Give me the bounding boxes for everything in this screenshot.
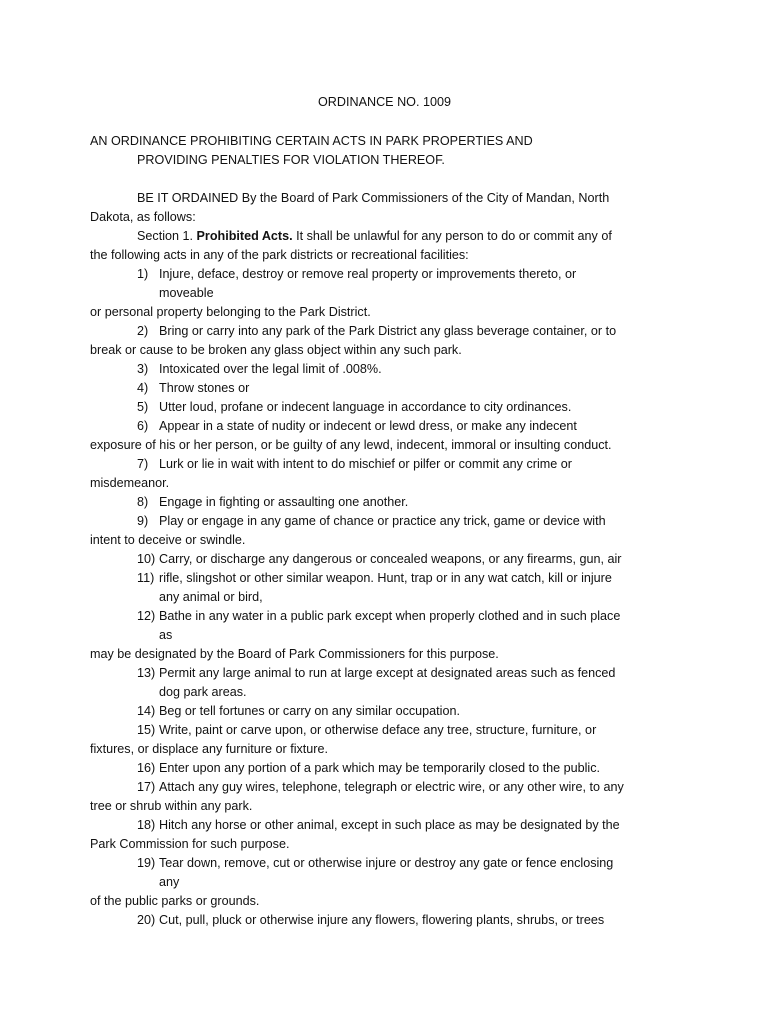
section-1-continuation: the following acts in any of the park districts or recreational facilities: (90, 248, 469, 262)
list-item-text: dog park areas. (159, 685, 247, 699)
list-item-text: Beg or tell fortunes or carry on any similar occupation. (159, 704, 460, 718)
list-item-number: 14) (137, 704, 156, 718)
ordained-line-2: Dakota, as follows: (90, 210, 196, 224)
list-item-number: 3) (137, 362, 149, 376)
list-item-number: 4) (137, 381, 149, 395)
list-item-text: any (159, 875, 180, 889)
list-item-number: 10) (137, 552, 156, 566)
list-item-text: Cut, pull, pluck or otherwise injure any flowers, flowering plants, shrubs, or trees (159, 913, 605, 927)
list-item-text: exposure of his or her person, or be guilty of any lewd, indecent, immoral or insulting conduct. (90, 438, 612, 452)
list-item-number: 16) (137, 761, 156, 775)
list-item-text: Bathe in any water in a public park except when properly clothed and in such place (159, 609, 621, 623)
list-item-number: 6) (137, 419, 149, 433)
ordained-line-1: BE IT ORDAINED By the Board of Park Commissioners of the City of Mandan, North (137, 191, 610, 205)
list-item-number: 19) (137, 856, 156, 870)
list-item-text: Play or engage in any game of chance or practice any trick, game or device with (159, 514, 606, 528)
list-item-number: 8) (137, 495, 149, 509)
list-item-number: 18) (137, 818, 156, 832)
list-item-text: break or cause to be broken any glass object within any such park. (90, 343, 462, 357)
list-item-number: 1) (137, 267, 149, 281)
list-item-number: 20) (137, 913, 156, 927)
heading-line-2: PROVIDING PENALTIES FOR VIOLATION THEREOF. (137, 153, 445, 167)
list-item-text: Engage in fighting or assaulting one another. (159, 495, 409, 509)
heading-line-1: AN ORDINANCE PROHIBITING CERTAIN ACTS IN PARK PROPERTIES AND (90, 134, 533, 148)
section-1-line (137, 227, 612, 246)
list-item-number: 11) (137, 571, 155, 585)
section-1-heading: Prohibited Acts. (196, 229, 293, 243)
list-item-text: any animal or bird, (159, 590, 263, 604)
section-1-text: It shall be unlawful for any person to do or commit any of (296, 229, 612, 243)
list-item-text: Lurk or lie in wait with intent to do mischief or pilfer or commit any crime or (159, 457, 572, 471)
list-item-text: moveable (159, 286, 214, 300)
list-item-text: rifle, slingshot or other similar weapon. Hunt, trap or in any wat catch, kill or injure (159, 571, 612, 585)
list-item-number: 15) (137, 723, 156, 737)
list-item-number: 7) (137, 457, 149, 471)
list-item-text: Tear down, remove, cut or otherwise injure or destroy any gate or fence enclosing (159, 856, 614, 870)
list-item-text: intent to deceive or swindle. (90, 533, 246, 547)
list-item-text: Injure, deface, destroy or remove real property or improvements thereto, or (159, 267, 577, 281)
list-item-text: Throw stones or (159, 381, 250, 395)
list-item-number: 9) (137, 514, 149, 528)
ordinance-title: ORDINANCE NO. 1009 (318, 95, 451, 109)
list-item-number: 17) (137, 780, 156, 794)
section-1-label: Section 1. (137, 229, 194, 243)
list-item-text: tree or shrub within any park. (90, 799, 253, 813)
list-item-text: Carry, or discharge any dangerous or concealed weapons, or any firearms, gun, air (159, 552, 622, 566)
list-item-number: 5) (137, 400, 149, 414)
list-item-text: Bring or carry into any park of the Park District any glass beverage container, or to (159, 324, 617, 338)
list-item-text: fixtures, or displace any furniture or fixture. (90, 742, 328, 756)
list-item-text: as (159, 628, 173, 642)
list-item-text: Permit any large animal to run at large except at designated areas such as fenced (159, 666, 616, 680)
list-item-text: of the public parks or grounds. (90, 894, 260, 908)
list-item-text: Intoxicated over the legal limit of .008%. (159, 362, 382, 376)
list-item-text: Park Commission for such purpose. (90, 837, 290, 851)
list-item-text: or personal property belonging to the Park District. (90, 305, 371, 319)
list-item-text: Hitch any horse or other animal, except in such place as may be designated by the (159, 818, 620, 832)
list-item-text: may be designated by the Board of Park Commissioners for this purpose. (90, 647, 499, 661)
list-item-text: Appear in a state of nudity or indecent or lewd dress, or make any indecent (159, 419, 577, 433)
list-item-text: Write, paint or carve upon, or otherwise deface any tree, structure, furniture, or (159, 723, 597, 737)
list-item-number: 2) (137, 324, 149, 338)
list-item-text: Attach any guy wires, telephone, telegraph or electric wire, or any other wire, to any (159, 780, 624, 794)
list-item-number: 13) (137, 666, 156, 680)
list-item-text: misdemeanor. (90, 476, 170, 490)
list-item-text: Utter loud, profane or indecent language in accordance to city ordinances. (159, 400, 572, 414)
list-item-number: 12) (137, 609, 156, 623)
list-item-text: Enter upon any portion of a park which may be temporarily closed to the public. (159, 761, 601, 775)
